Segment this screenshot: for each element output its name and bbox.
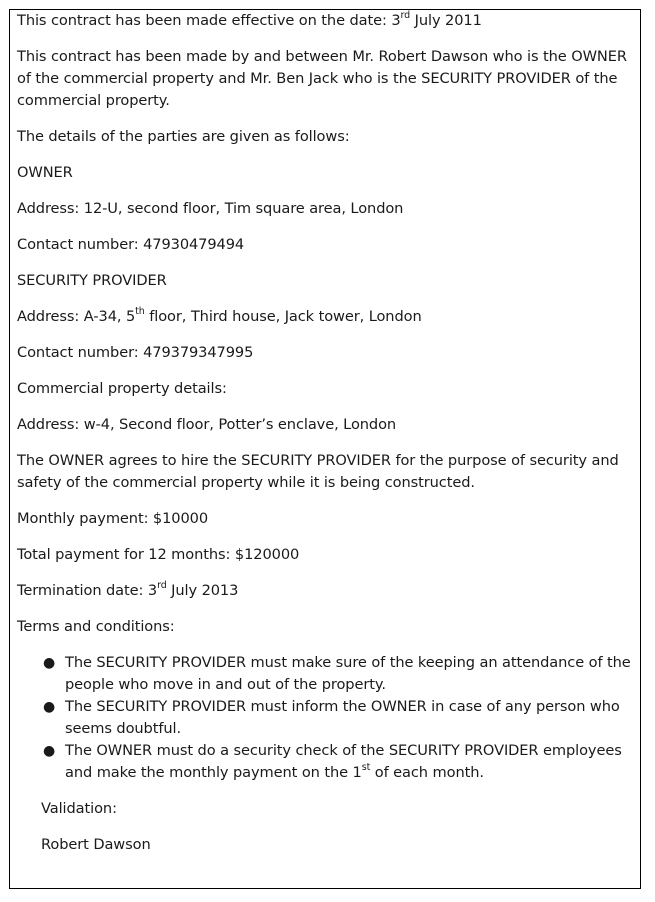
property-heading: Commercial property details: xyxy=(17,380,227,397)
monthly-payment: Monthly payment: $10000 xyxy=(17,510,209,527)
security-provider-address xyxy=(17,306,633,328)
term-text xyxy=(65,742,622,781)
effective-date-month-year: July 2011 xyxy=(410,12,482,29)
contract-document xyxy=(9,9,641,889)
effective-date-text: This contract has been made effective on the date: 3 xyxy=(17,12,401,29)
owner-heading: OWNER xyxy=(17,164,73,181)
termination-date-text: Termination date: 3 xyxy=(17,582,158,599)
terms-list xyxy=(17,652,633,784)
security-provider-contact: Contact number: 479379347995 xyxy=(17,344,254,361)
bullet-icon: ● xyxy=(43,655,56,671)
total-payment: Total payment for 12 months: $120000 xyxy=(17,546,300,563)
term-text-main: The OWNER must do a security check of the SECURITY PROVIDER employees and make the monthly payment on the 1 xyxy=(65,742,622,781)
effective-date-line xyxy=(17,10,633,32)
term-ordinal: st xyxy=(361,762,371,774)
owner-contact: Contact number: 47930479494 xyxy=(17,236,245,253)
term-text: The SECURITY PROVIDER must inform the OWNER in case of any person who seems doubtful. xyxy=(65,698,620,737)
security-provider-heading: SECURITY PROVIDER xyxy=(17,272,167,289)
details-heading: The details of the parties are given as follows: xyxy=(17,128,350,145)
termination-date-line xyxy=(17,580,633,602)
effective-date-ordinal: rd xyxy=(400,10,411,22)
list-item xyxy=(17,652,633,696)
bullet-icon: ● xyxy=(43,699,56,715)
parties-intro-paragraph: This contract has been made by and between Mr. Robert Dawson who is the OWNER of the commercial property and Mr. Ben Jack who is the SECURITY PROVIDER of the commercial property. xyxy=(17,48,627,109)
security-provider-address-rest: floor, Third house, Jack tower, London xyxy=(144,308,422,325)
list-item xyxy=(17,740,633,784)
termination-date-ordinal: rd xyxy=(157,580,167,592)
agreement-paragraph: The OWNER agrees to hire the SECURITY PROVIDER for the purpose of security and safety of the commercial property while it is being constructed. xyxy=(17,452,619,491)
terms-heading: Terms and conditions: xyxy=(17,618,175,635)
bullet-icon: ● xyxy=(43,743,56,759)
list-item xyxy=(17,696,633,740)
security-provider-address-ordinal: th xyxy=(135,306,145,318)
termination-date-month-year: July 2013 xyxy=(166,582,239,599)
term-text: The SECURITY PROVIDER must make sure of the keeping an attendance of the people who move in and out of the property. xyxy=(65,654,631,693)
property-address: Address: w-4, Second floor, Potter’s enclave, London xyxy=(17,416,397,433)
signatory-name: Robert Dawson xyxy=(41,836,151,853)
owner-address: Address: 12-U, second floor, Tim square area, London xyxy=(17,200,404,217)
security-provider-address-text: Address: A-34, 5 xyxy=(17,308,136,325)
term-text-end: of each month. xyxy=(370,764,484,781)
validation-label: Validation: xyxy=(41,800,117,817)
